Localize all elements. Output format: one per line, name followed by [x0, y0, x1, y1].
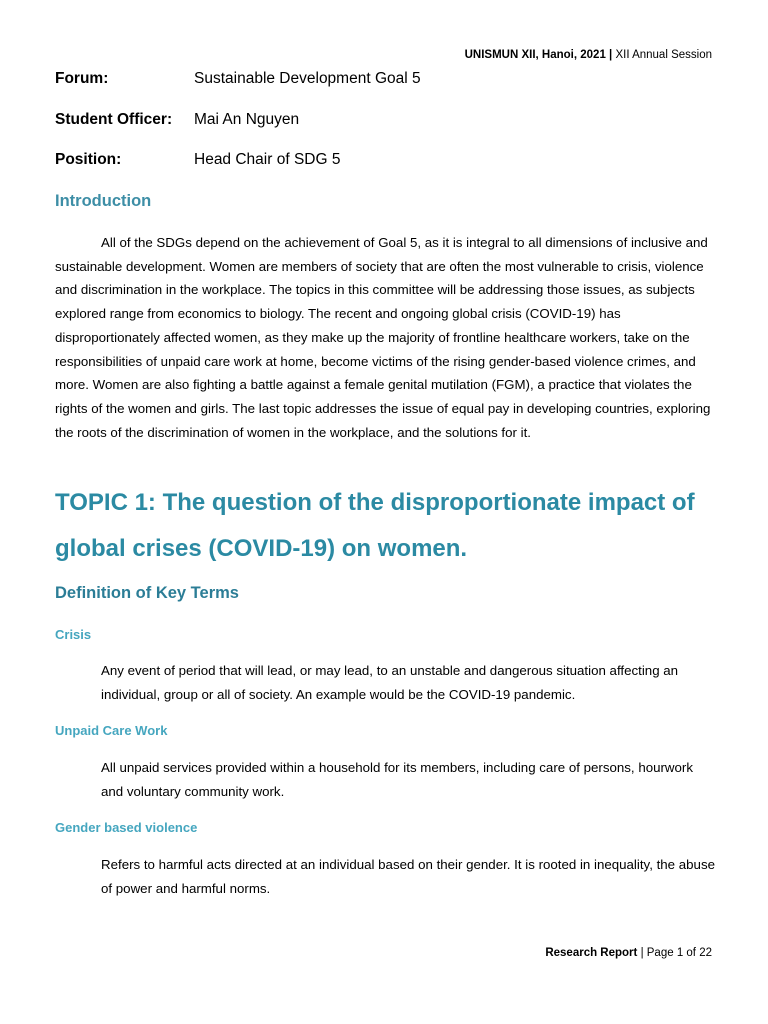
position-value: Head Chair of SDG 5: [194, 151, 341, 168]
term-heading-unpaid-care-work: Unpaid Care Work: [55, 723, 168, 738]
term-definition-unpaid-care-work: All unpaid services provided within a household for its members, including care of persons, hourwork and voluntary community work.: [101, 760, 694, 799]
officer-label: Student Officer:: [55, 111, 173, 128]
introduction-heading: Introduction: [55, 192, 152, 210]
header-separator: |: [605, 49, 616, 61]
term-heading-gender-based-violence: Gender based violence: [55, 820, 198, 835]
meta-officer-row: [55, 111, 299, 129]
page-header: [465, 49, 712, 61]
introduction-paragraph: All of the SDGs depend on the achievement of Goal 5, as it is integral to all dimensions of inclusive and sustainable development. Women are members of society that are often the most vulnerable to crisis, violence and discrimination in the workplace. The topics in this committee will be addressing those issues, as subjects explored range from economics to biology. The recent and ongoing global crisis (COVID-19) has disproportionately affected women, as they make up the majority of frontline healthcare workers, take on the responsibilities of unpaid care work at home, become victims of the rising gender-based violence crimes, and more. Women are also fighting a battle against a female genital mutilation (FGM), a practice that violates the rights of the women and girls. The last topic addresses the issue of equal pay in developing countries, exploring the roots of the discrimination of women in the workplace, and the solutions for it.: [55, 235, 711, 440]
header-conference: UNISMUN XII, Hanoi, 2021: [464, 49, 606, 61]
term-definition-crisis: Any event of period that will lead, or may lead, to an unstable and dangerous situation affecting an individual, group or all of society. An example would be the COVID-19 pandemic.: [101, 663, 679, 702]
meta-position-row: [55, 151, 340, 169]
footer-page-number: Page 1 of 22: [646, 947, 712, 959]
meta-forum-row: [55, 70, 421, 88]
footer-report: Research Report: [545, 947, 638, 959]
forum-label: Forum:: [55, 70, 109, 87]
topic-title: TOPIC 1: The question of the disproportionate impact of global crises (COVID-19) on women.: [55, 489, 695, 562]
term-definition-gender-based-violence: Refers to harmful acts directed at an individual based on their gender. It is rooted in inequality, the abuse of power and harmful norms.: [101, 857, 715, 896]
footer-separator: |: [637, 947, 647, 959]
term-heading-crisis: Crisis: [55, 627, 92, 642]
officer-value: Mai An Nguyen: [194, 111, 300, 128]
definitions-heading: Definition of Key Terms: [55, 584, 239, 602]
forum-value: Sustainable Development Goal 5: [194, 70, 421, 87]
position-label: Position:: [55, 151, 122, 168]
page-footer: [545, 947, 712, 959]
header-session: XII Annual Session: [615, 49, 712, 61]
